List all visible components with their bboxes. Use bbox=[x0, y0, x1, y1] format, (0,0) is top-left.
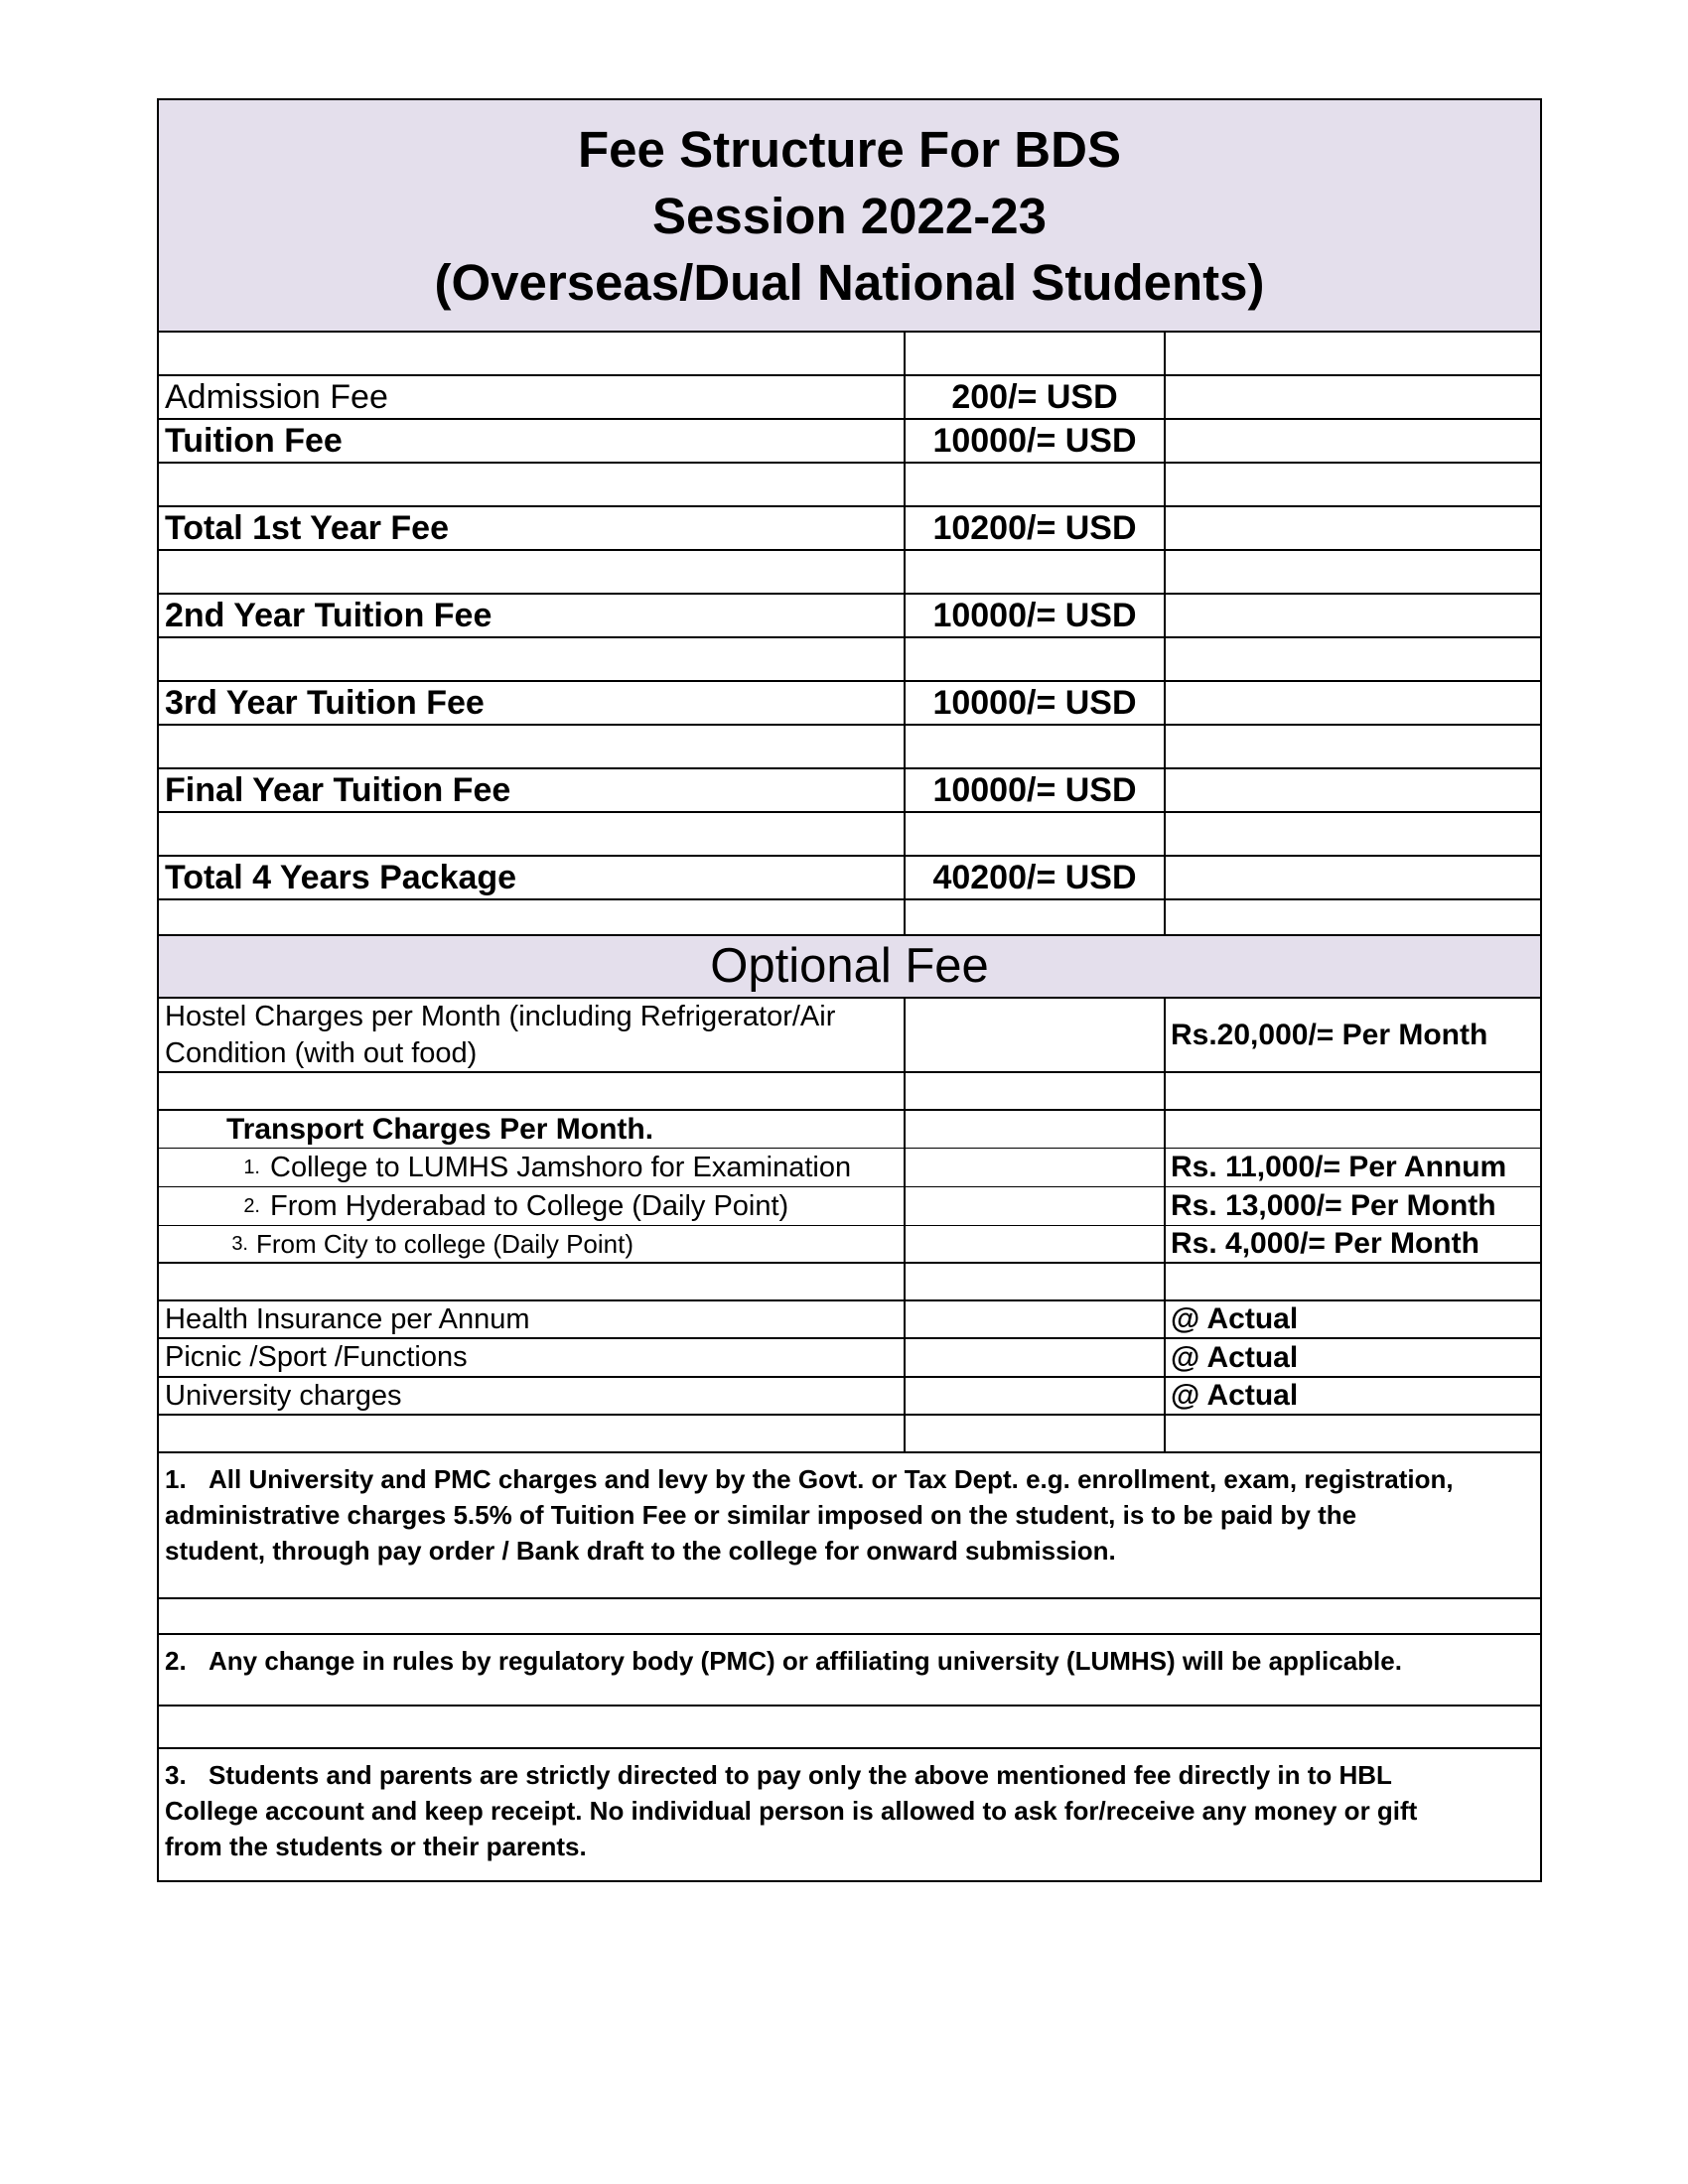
table-row bbox=[159, 420, 1540, 464]
note-text-line: All University and PMC charges and levy by the Govt. or Tax Dept. e.g. enrollment, exam, registration, bbox=[209, 1464, 1454, 1494]
transport-amount: Rs. 11,000/= Per Annum bbox=[1164, 1149, 1540, 1186]
optional-fee-heading: Optional Fee bbox=[159, 934, 1540, 999]
fee-amount: 10000/= USD bbox=[904, 682, 1164, 724]
fee-label: 2nd Year Tuition Fee bbox=[165, 596, 492, 634]
table-row bbox=[159, 769, 1540, 813]
note-number: 1. bbox=[165, 1464, 187, 1494]
table-row bbox=[159, 1149, 1540, 1187]
hostel-amount: Rs.20,000/= Per Month bbox=[1164, 999, 1540, 1071]
note-text-line: administrative charges 5.5% of Tuition Fee or similar imposed on the student, is to be paid by the bbox=[165, 1500, 1357, 1530]
note-1 bbox=[159, 1453, 1540, 1599]
list-number: 2. bbox=[243, 1194, 260, 1217]
hostel-label-line-2: Condition (with out food) bbox=[165, 1036, 478, 1069]
table-row bbox=[159, 999, 1540, 1073]
table-row bbox=[159, 376, 1540, 420]
table-row bbox=[159, 1339, 1540, 1378]
table-row bbox=[159, 813, 1540, 857]
table-row bbox=[159, 857, 1540, 900]
note-number: 2. bbox=[165, 1646, 187, 1676]
table-row bbox=[159, 1111, 1540, 1149]
fee-amount: 10200/= USD bbox=[904, 507, 1164, 549]
transport-label: From City to college (Daily Point) bbox=[256, 1228, 633, 1259]
fee-amount: 10000/= USD bbox=[904, 595, 1164, 636]
transport-label: From Hyderabad to College (Daily Point) bbox=[270, 1189, 789, 1222]
transport-label: College to LUMHS Jamshoro for Examination bbox=[270, 1151, 852, 1183]
table-row bbox=[159, 507, 1540, 551]
table-row bbox=[159, 900, 1540, 936]
optional-fee-label: Picnic /Sport /Functions bbox=[165, 1341, 468, 1373]
transport-amount: Rs. 4,000/= Per Month bbox=[1164, 1226, 1540, 1262]
optional-fee-label: University charges bbox=[165, 1379, 402, 1412]
transport-heading: Transport Charges Per Month. bbox=[226, 1112, 654, 1146]
hostel-label-line-1: Hostel Charges per Month (including Refrigerator/Air bbox=[165, 1000, 836, 1032]
fee-label: 3rd Year Tuition Fee bbox=[165, 683, 485, 722]
table-row bbox=[159, 464, 1540, 507]
optional-fee-label: Health Insurance per Annum bbox=[165, 1302, 530, 1335]
fee-amount: 10000/= USD bbox=[904, 420, 1164, 462]
table-row bbox=[159, 595, 1540, 638]
fee-label: Admission Fee bbox=[165, 377, 388, 416]
fee-label: Tuition Fee bbox=[165, 421, 343, 460]
note-2 bbox=[159, 1635, 1540, 1706]
table-row bbox=[159, 1378, 1540, 1416]
fee-amount: 40200/= USD bbox=[904, 857, 1164, 898]
table-row bbox=[159, 682, 1540, 726]
table-row bbox=[159, 1301, 1540, 1339]
table-row bbox=[159, 1416, 1540, 1453]
optional-fee-amount: @ Actual bbox=[1164, 1301, 1540, 1337]
title-line-1: Fee Structure For BDS bbox=[578, 121, 1121, 178]
fee-label: Final Year Tuition Fee bbox=[165, 770, 511, 809]
table-row bbox=[159, 551, 1540, 595]
note-text-line: Students and parents are strictly directed to pay only the above mentioned fee directly in to HBL bbox=[209, 1760, 1392, 1790]
title-line-2: Session 2022-23 bbox=[652, 188, 1047, 244]
note-text-line: Any change in rules by regulatory body (PMC) or affiliating university (LUMHS) will be applicable. bbox=[209, 1646, 1402, 1676]
table-row bbox=[159, 1226, 1540, 1264]
note-text-line: from the students or their parents. bbox=[165, 1832, 587, 1861]
optional-fee-amount: @ Actual bbox=[1164, 1378, 1540, 1414]
fee-amount: 200/= USD bbox=[904, 376, 1164, 418]
optional-fee-amount: @ Actual bbox=[1164, 1339, 1540, 1376]
fee-label: Total 4 Years Package bbox=[165, 858, 517, 896]
note-number: 3. bbox=[165, 1760, 187, 1790]
note-3 bbox=[159, 1749, 1540, 1880]
table-row bbox=[159, 638, 1540, 682]
note-text-line: College account and keep receipt. No individual person is allowed to ask for/receive any money or gift bbox=[165, 1796, 1418, 1826]
title-line-3: (Overseas/Dual National Students) bbox=[434, 254, 1265, 311]
list-number: 1. bbox=[243, 1156, 260, 1178]
fee-amount: 10000/= USD bbox=[904, 769, 1164, 811]
table-row bbox=[159, 1073, 1540, 1111]
table-row bbox=[159, 1264, 1540, 1301]
fee-label: Total 1st Year Fee bbox=[165, 508, 449, 547]
document-header bbox=[159, 100, 1540, 333]
table-row bbox=[159, 333, 1540, 376]
spacer-row bbox=[159, 1706, 1540, 1749]
note-text-line: student, through pay order / Bank draft to the college for onward submission. bbox=[165, 1536, 1116, 1566]
transport-amount: Rs. 13,000/= Per Month bbox=[1164, 1187, 1540, 1225]
table-row bbox=[159, 726, 1540, 769]
list-number: 3. bbox=[231, 1232, 248, 1255]
fee-structure-sheet bbox=[157, 98, 1542, 1882]
table-row bbox=[159, 1187, 1540, 1226]
spacer-row bbox=[159, 1599, 1540, 1635]
